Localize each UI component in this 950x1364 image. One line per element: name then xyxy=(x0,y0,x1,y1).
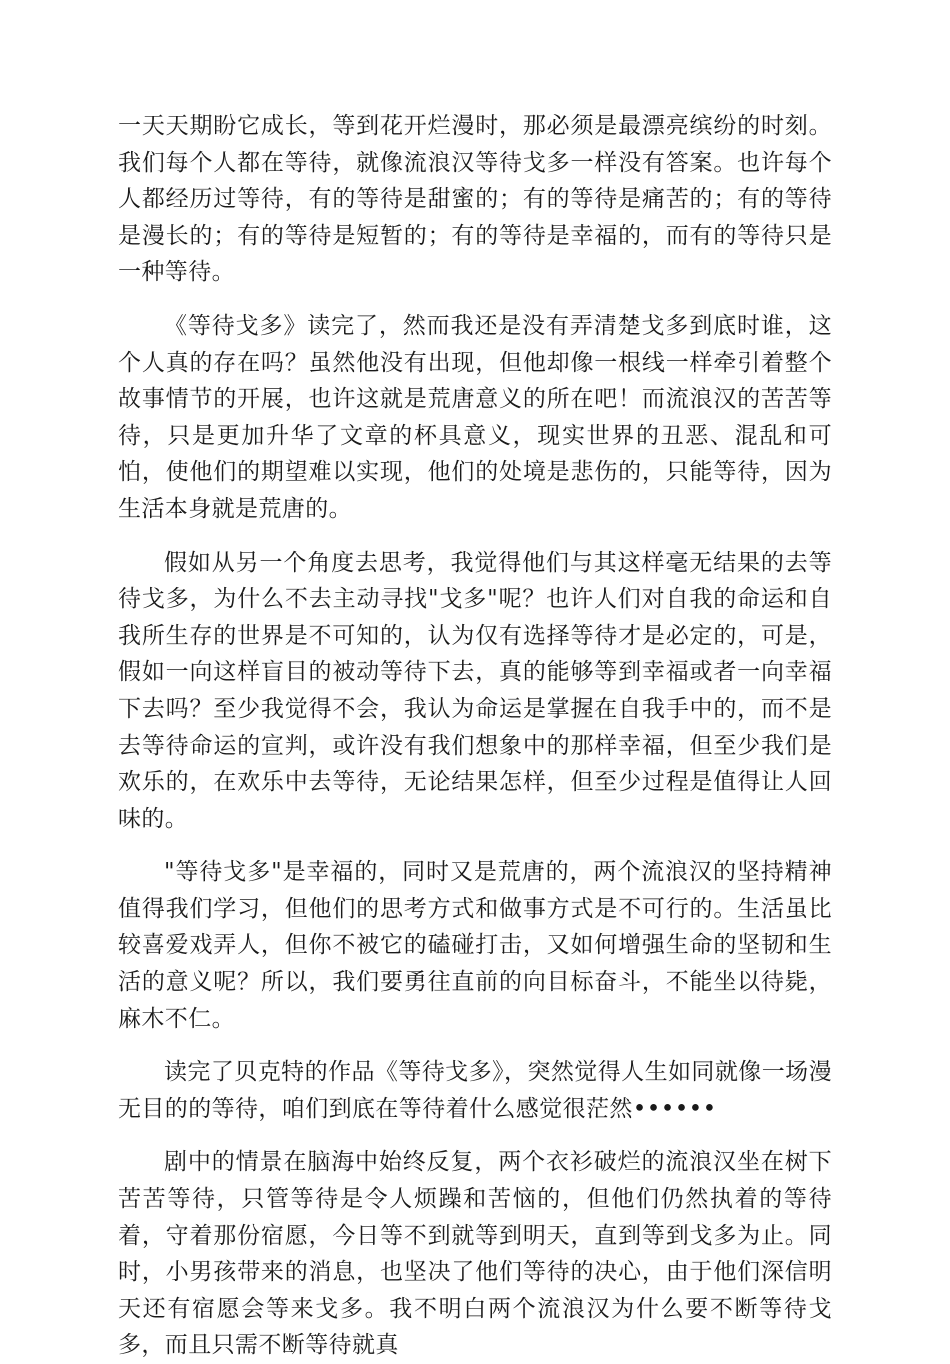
paragraph-2: 《等待戈多》读完了，然而我还是没有弄清楚戈多到底时谁，这个人真的存在吗？虽然他没有出现，但他却像一根线一样牵引着整个故事情节的开展，也许这就是荒唐意义的所在吧！而流浪汉的苦苦等待，只是更加升华了文章的杯具意义，现实世界的丑恶、混乱和可怕，使他们的期望难以实现，他们的处境是悲伤的，只能等待，因为生活本身就是荒唐的。 xyxy=(118,312,832,522)
paragraph-5: 读完了贝克特的作品《等待戈多》，突然觉得人生如同就像一场漫无目的的等待，咱们到底在等待着什么感觉很茫然•••••• xyxy=(118,1059,832,1122)
paragraph-6: 剧中的情景在脑海中始终反复，两个衣衫破烂的流浪汉坐在树下苦苦等待，只管等待是令人烦躁和苦恼的，但他们仍然执着的等待着，守着那份宿愿，今日等不到就等到明天，直到等到戈多为止。同时，小男孩带来的消息，也坚决了他们等待的决心，由于他们深信明天还有宿愿会等来戈多。我不明白两个流浪汉为什么要不断等待戈多，而且只需不断等待就真 xyxy=(118,1149,832,1359)
paragraph-1: 一天天期盼它成长，等到花开烂漫时，那必须是最漂亮缤纷的时刻。我们每个人都在等待，就像流浪汉等待戈多一样没有答案。也许每个人都经历过等待，有的等待是甜蜜的；有的等待是痛苦的；有的等待是漫长的；有的等待是短暂的；有的等待是幸福的，而有的等待只是一种等待。 xyxy=(118,113,832,286)
paragraph-3: 假如从另一个角度去思考，我觉得他们与其这样毫无结果的去等待戈多，为什么不去主动寻找"戈多"呢？也许人们对自我的命运和自我所生存的世界是不可知的，认为仅有选择等待才是必定的，可是，假如一向这样盲目的被动等待下去，真的能够等到幸福或者一向幸福下去吗？至少我觉得不会，我认为命运是掌握在自我手中的，而不是去等待命运的宣判，或许没有我们想象中的那样幸福，但至少我们是欢乐的，在欢乐中去等待，无论结果怎样，但至少过程是值得让人回味的。 xyxy=(118,549,832,832)
paragraph-4: "等待戈多"是幸福的，同时又是荒唐的，两个流浪汉的坚持精神值得我们学习，但他们的思考方式和做事方式是不可行的。生活虽比较喜爱戏弄人，但你不被它的磕碰打击，又如何增强生命的坚韧和生活的意义呢？所以，我们要勇往直前的向目标奋斗，不能坐以待毙，麻木不仁。 xyxy=(118,859,832,1032)
